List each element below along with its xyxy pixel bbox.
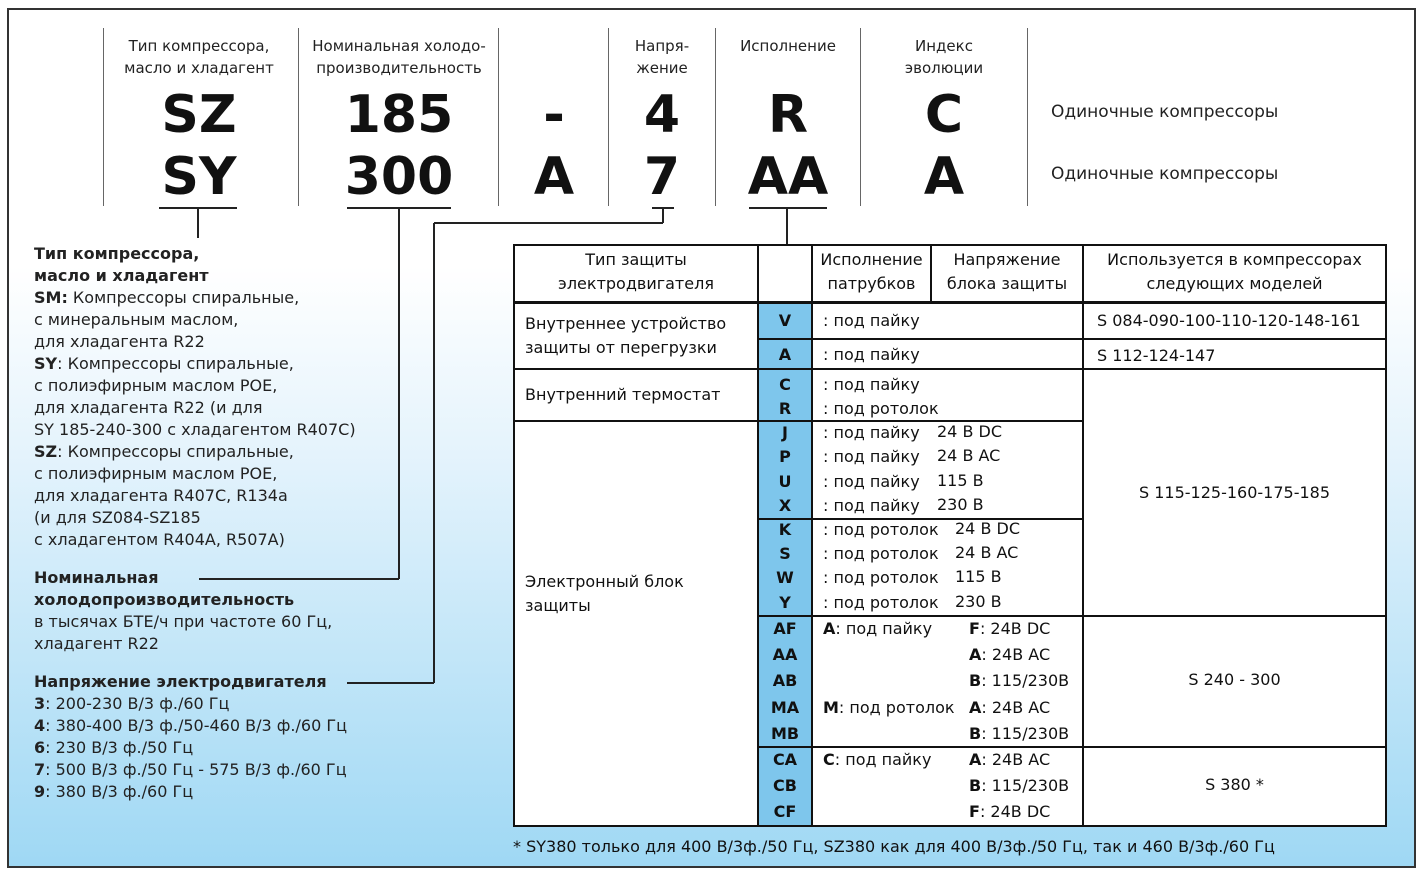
models-ca: S 380 * [1205,775,1264,794]
code-ca: CA [772,750,798,769]
capacity-code-2: 300 [344,147,454,207]
table-border [759,338,1387,340]
row-s-voltage: 24 В AC [955,543,1019,562]
code-ab: AB [772,671,798,690]
models-af: S 240 - 300 [1188,670,1281,689]
af-connection-a: A: под пайку [823,619,933,638]
row-w-connection: : под ротолок [823,568,939,587]
type-code-1: SZ [161,85,237,145]
row-u-voltage: 115 В [937,471,984,490]
aa-voltage: A: 24В AC [969,645,1051,664]
row-x-connection: : под пайку [823,496,920,515]
row-p-voltage: 24 В AC [937,446,1001,465]
evolution-code-2: A [923,147,965,207]
code-w: W [776,568,794,587]
row-k-voltage: 24 В DC [955,519,1020,538]
diagram-frame [7,8,1416,868]
row-u-connection: : под пайку [823,472,920,491]
code-x: X [778,496,792,515]
table-border [513,825,1387,827]
code-aa: AA [772,645,798,664]
version-header-label: Исполнение [740,37,836,55]
row-j-voltage: 24 В DC [937,422,1002,441]
cb-voltage: B: 115/230В [969,776,1070,795]
evolution-code-1: C [924,85,964,145]
group-electronic-block: Электронный блок защиты [525,572,684,615]
separator-2: A [533,147,575,207]
code-cf: CF [773,802,797,821]
models-a: S 112-124-147 [1097,346,1216,365]
table-border [759,746,1387,748]
code-a: A [778,345,792,364]
code-ma: MA [770,698,800,717]
evolution-header-label: Индекс эволюции [904,37,984,77]
header-models: Используется в компрессорах следующих моделей [1107,250,1362,293]
voltage-code-1: 4 [643,85,681,145]
type-code-2: SY [161,147,237,207]
row-v-connection: : под пайку [823,311,920,330]
row-k-connection: : под ротолок [823,520,939,539]
row-s-connection: : под ротолок [823,544,939,563]
code-mb: MB [770,724,800,743]
af-connection-m: M: под ротолок [823,698,955,717]
voltage-code-2: 7 [643,147,681,207]
row-a-connection: : под пайку [823,345,920,364]
cf-voltage: F: 24В DC [969,802,1051,821]
table-border [1385,244,1387,827]
code-p: P [779,447,791,466]
row-p-connection: : под пайку [823,447,920,466]
row-x-voltage: 230 В [937,495,984,514]
table-border [1082,244,1084,827]
row-y-connection: : под ротолок [823,593,939,612]
footnote: * SY380 только для 400 В/3ф./50 Гц, SZ380 как для 400 В/3ф./50 Гц, так и 460 В/3ф./60 Гц [513,837,1275,856]
code-r: R [778,399,792,418]
table-border [513,368,1387,370]
version-code-2: AA [747,147,829,207]
table-border [811,244,813,827]
version-code-1: R [767,85,809,145]
capacity-description: Номинальная холодопроизводительность в тысячах БТЕ/ч при частоте 60 Гц, хладагент R22 [34,568,333,653]
type-header-label: Тип компрессора, масло и хладагент [124,37,274,77]
ca-connection-c: C: под пайку [823,750,932,769]
row-c-connection: : под пайку [823,375,920,394]
row-j-connection: : под пайку [823,423,920,442]
group-thermostat: Внутренний термостат [525,385,721,404]
row-r-connection: : под ротолок [823,399,939,418]
code-v: V [778,311,792,330]
models-v: S 084-090-100-110-120-148-161 [1097,311,1361,330]
table-border [513,244,515,827]
voltage-description: Напряжение электродвигателя 3: 200-230 В/3 ф./60 Гц 4: 380-400 В/3 ф./50-460 В/3 ф./60 Гц 6: 230 В/3 ф./50 Гц 7: 500 В/3 ф./50 Гц - 575 В/3 ф./60 Гц 9: 380 В/3 ф./60 Гц [34,672,347,801]
table-border [759,615,1387,617]
series-label-2: Одиночные компрессоры [1051,164,1279,184]
series-label-1: Одиночные компрессоры [1051,102,1279,122]
code-k: K [778,520,792,539]
code-j: J [782,423,788,442]
group-internal-protection: Внутреннее устройство защиты от перегрузки [525,314,727,357]
ma-voltage: A: 24В AC [969,698,1051,717]
ca-voltage: A: 24В AC [969,750,1051,769]
ab-voltage: B: 115/230В [969,671,1070,690]
type-description: Тип компрессора, масло и хладагент SM: Компрессоры спиральные, с минеральным маслом, для хладагента R22 SY: Компрессоры спиральные, с полиэфирным маслом POE, для хладагента R22 (и для SY 185-240-300 с хладагентом R407C) SZ: Компрессоры спиральные, с полиэфирным маслом POE, для хладагента R407C, R134a (и для SZ084-SZ185 с хладагентом R404A, R507A) [34,244,356,549]
header-protection-type: Тип защиты электродвигателя [558,250,714,293]
table-border [513,244,1387,246]
code-y: Y [779,593,791,612]
header-block-voltage: Напряжение блока защиты [946,250,1068,293]
mb-voltage: B: 115/230В [969,724,1070,743]
separator-1: - [543,85,565,145]
capacity-code-1: 185 [344,85,454,145]
code-c: C [779,375,791,394]
voltage-header-label: Напря- жение [634,37,690,77]
af-voltage-f: F: 24В DC [969,619,1051,638]
code-u: U [778,472,792,491]
code-cb: CB [773,776,797,795]
header-pipes: Исполнение патрубков [820,250,923,293]
code-s: S [779,544,791,563]
models-j-y: S 115-125-160-175-185 [1138,483,1331,502]
row-y-voltage: 230 В [955,592,1002,611]
row-w-voltage: 115 В [955,567,1002,586]
capacity-header-label: Номинальная холодо- производительность [312,37,486,77]
table-border [513,301,1387,304]
code-af: AF [773,619,797,638]
